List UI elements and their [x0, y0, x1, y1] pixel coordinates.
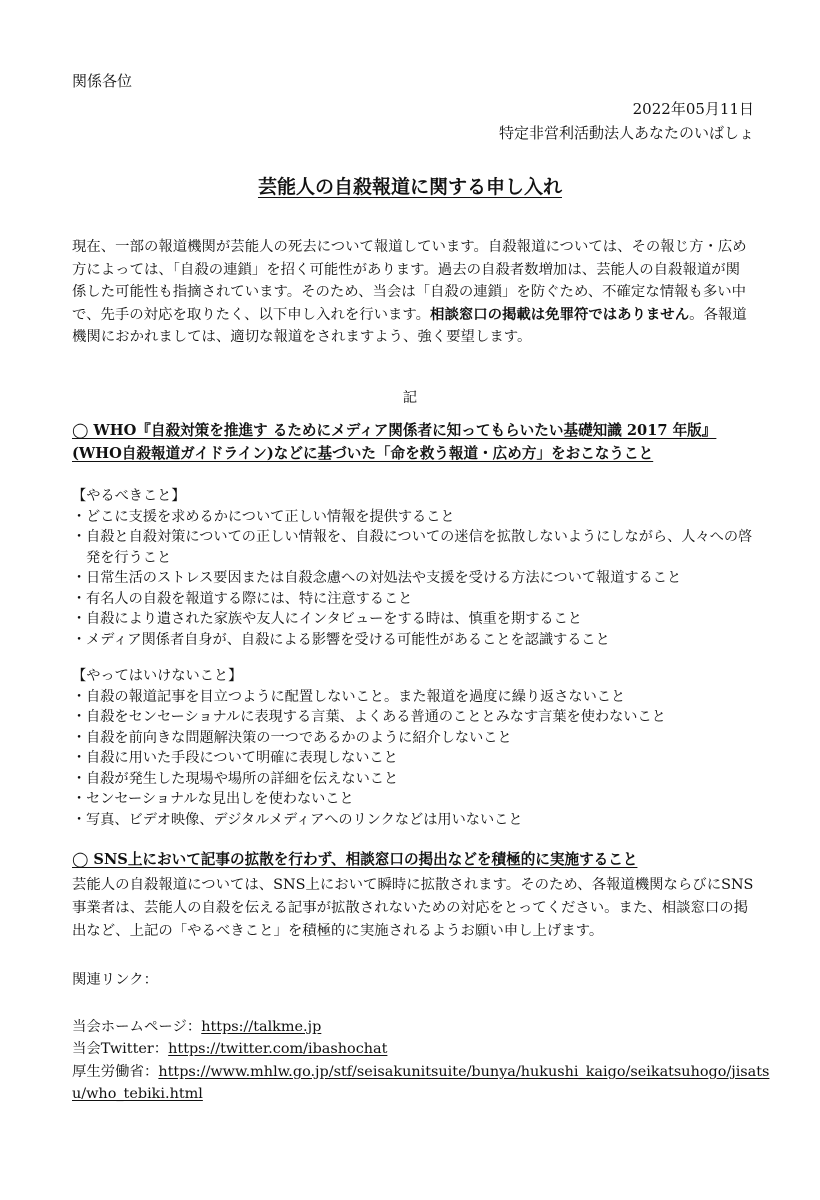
related-links: [72, 1016, 772, 1106]
link-row-mhlw: [72, 1061, 772, 1106]
twitter-label: 当会Twitter：: [72, 1041, 169, 1058]
section2-heading-line: [72, 848, 762, 871]
addressee: 関係各位: [72, 72, 133, 90]
document-date: 2022年05月11日: [632, 100, 754, 118]
intro-text-end: 。各報道機関におかれましては、適切な報道をされますよう、強く要望します。: [72, 306, 747, 346]
section2-body-text: 芸能人の自殺報道については、SNS上において瞬時に拡散されます。そのため、各報道機関ならびにSNS事業者は、芸能人の自殺を伝える記事が拡散されないための対応をとってください。また、相談窓口の掲出など、上記の「やるべきこと」を積極的に実施されるようお願い申し上げます。: [72, 877, 754, 939]
do-heading: 【やるべきこと】: [72, 488, 186, 504]
document-title: [0, 172, 820, 199]
twitter-link[interactable]: https://twitter.com/ibashochat: [168, 1041, 388, 1058]
homepage-link[interactable]: https://talkme.jp: [201, 1019, 322, 1035]
dont-list-item: ・ 写真、ビデオ映像、デジタルメディアへのリンクなどは用いないこと: [72, 810, 762, 831]
dont-list-item: ・ センセーショナルな見出しを使わないこと: [72, 789, 762, 810]
section1-heading: [72, 419, 762, 465]
do-list-item: ・ どこに支援を求めるかについて正しい情報を提供すること: [72, 507, 762, 528]
dont-list-item: ・ 自殺が発生した現場や場所の詳細を伝えないこと: [72, 769, 762, 790]
organization-name: 特定非営利活動法人あなたのいばしょ: [498, 124, 754, 142]
intro-paragraph: [72, 236, 752, 349]
mhlw-link[interactable]: https://www.mhlw.go.jp/stf/seisakunitsuite/bunya/hukushi_kaigo/seikatsuhogo/jisatsu/who_tebiki.html: [72, 1063, 770, 1103]
homepage-label: 当会ホームページ：: [72, 1019, 202, 1035]
do-list-item: ・ 日常生活のストレス要因または自殺念慮への対処法や支援を受ける方法について報道すること: [72, 568, 762, 589]
link-row-homepage: [72, 1016, 772, 1038]
dont-heading: 【やってはいけないこと】: [72, 668, 243, 684]
do-list-item: ・ 自殺により遺された家族や友人にインタビューをする時は、慎重を期すること: [72, 609, 762, 630]
ki-marker: 記: [402, 390, 418, 406]
dont-list-item: ・ 自殺を前向きな問題解決策の一つであるかのように紹介しないこと: [72, 728, 762, 749]
do-list-item: ・ 自殺と自殺対策についての正しい情報を、自殺についての迷信を拡散しないようにしながら、人々への啓発を行うこと: [72, 527, 762, 568]
link-row-twitter: [72, 1038, 772, 1060]
mhlw-label: 厚生労働省：: [72, 1063, 159, 1080]
dont-list-item: ・ 自殺に用いた手段について明確に表現しないこと: [72, 748, 762, 769]
section2-heading: [72, 848, 762, 871]
section1-heading-line1: [72, 419, 762, 442]
section2-body: [72, 874, 762, 942]
section1-heading-line1-text: ◯ WHO『自殺対策を推進す るためにメディア関係者に知ってもらいたい基礎知識 2017 年版』: [72, 422, 717, 439]
dont-list: [72, 687, 762, 831]
dont-list-block: [72, 666, 762, 830]
document-title-text: 芸能人の自殺報道に関する申し入れ: [257, 176, 562, 198]
related-links-label: 関連リンク：: [72, 972, 159, 988]
intro-bold-text: 相談窓口の掲載は免罪符ではありません: [430, 305, 690, 323]
section2-heading-text: ◯ SNS上において記事の拡散を行わず、相談窓口の掲出などを積極的に実施すること: [72, 851, 638, 868]
dont-list-item: ・ 自殺をセンセーショナルに表現する言葉、よくある普通のこととみなす言葉を使わないこと: [72, 707, 762, 728]
do-list-item: ・ メディア関係者自身が、自殺による影響を受ける可能性があることを認識すること: [72, 630, 762, 651]
section1-heading-line2-text: (WHO自殺報道ガイドライン)などに基づいた「命を救う報道・広め方」をおこなうこと: [72, 445, 654, 462]
intro-text: 現在、一部の報道機関が芸能人の死去について報道しています。自殺報道については、その報じ方・広め方によっては、「自殺の連鎖」を招く可能性があります。過去の自殺者数増加は、芸能人の自殺報道が関係した可能性も指摘されています。そのため、当会は「自殺の連鎖」を防ぐため、不確定な情報も多い中で、先手の対応を取りたく、以下申し入れを行います。: [72, 239, 747, 323]
do-list-block: [72, 486, 762, 650]
dont-list-item: ・ 自殺の報道記事を目立つように配置しないこと。また報道を過度に繰り返さないこと: [72, 687, 762, 708]
section1-heading-line2: [72, 442, 762, 465]
do-list: [72, 507, 762, 651]
do-list-item: ・ 有名人の自殺を報道する際には、特に注意すること: [72, 589, 762, 610]
